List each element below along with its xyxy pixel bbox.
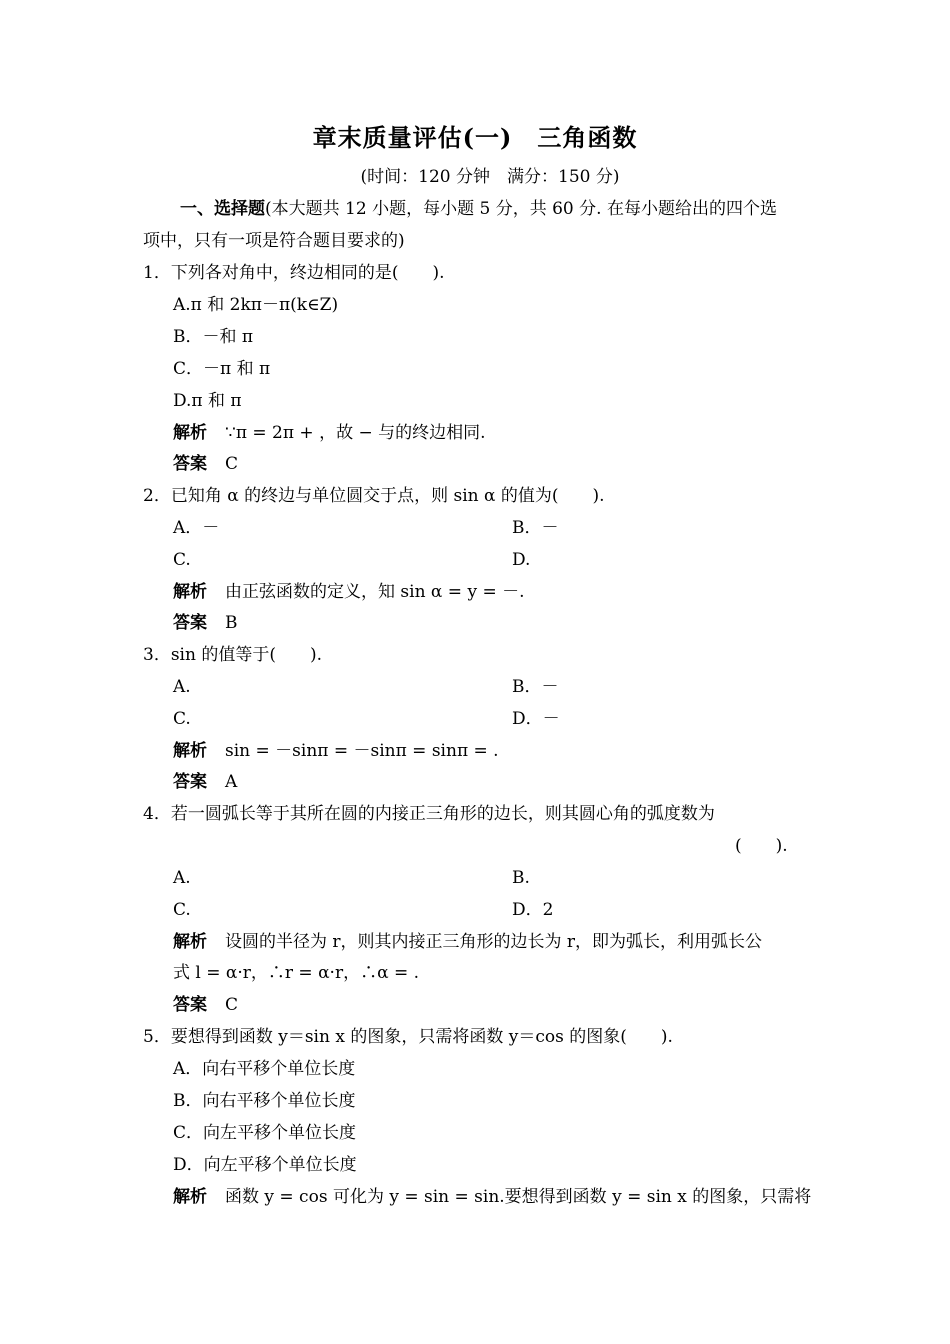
- analysis-label: 解析: [173, 423, 207, 443]
- question-2-answer: [173, 608, 238, 638]
- analysis-text: ∵π = 2π + ，故 − 与的终边相同.: [225, 423, 486, 443]
- answer-label: 答案: [173, 613, 207, 633]
- question-3-option-a: A.: [173, 677, 191, 697]
- question-4-option-d: D．2: [512, 900, 554, 920]
- section-intro-text: (本大题共 12 小题，每小题 5 分，共 60 分. 在每小题给出的四个选: [265, 199, 777, 219]
- question-5-option-a: A．向右平移个单位长度: [173, 1059, 356, 1079]
- question-4-option-b: B.: [512, 868, 530, 888]
- question-3-option-c: C.: [173, 709, 191, 729]
- question-3-analysis: [173, 736, 499, 766]
- question-5-option-c: C．向左平移个单位长度: [173, 1123, 357, 1143]
- question-1-stem: 1．下列各对角中，终边相同的是( ).: [143, 263, 445, 283]
- question-4-analysis-line2: 式 l = α·r，∴r = α·r，∴α = .: [173, 963, 420, 983]
- question-4-analysis-line1: [173, 927, 762, 957]
- question-5-analysis: [173, 1182, 811, 1212]
- question-3-option-b: B．－: [512, 677, 559, 697]
- answer-value: B: [225, 613, 238, 633]
- question-5-option-b: B．向右平移个单位长度: [173, 1091, 356, 1111]
- question-3-stem: 3．sin 的值等于( ).: [143, 645, 322, 665]
- analysis-text: 由正弦函数的定义，知 sin α = y = －.: [225, 582, 525, 602]
- analysis-text: 函数 y = cos 可化为 y = sin = sin.要想得到函数 y = sin x 的图象，只需将: [225, 1187, 812, 1207]
- analysis-label: 解析: [173, 1187, 207, 1207]
- question-4-option-a: A.: [173, 868, 191, 888]
- analysis-label: 解析: [173, 582, 207, 602]
- section-intro-line1: [180, 194, 777, 224]
- page-subtitle: (时间：120 分钟 满分：150 分): [360, 167, 620, 187]
- question-2-option-b: B．－: [512, 518, 559, 538]
- question-1-option-a: A.π 和 2kπ－π(k∈Z): [173, 295, 339, 315]
- question-1-option-c: C．－π 和 π: [173, 359, 271, 379]
- analysis-label: 解析: [173, 932, 207, 952]
- question-2-option-d: D.: [512, 550, 531, 570]
- question-2-option-c: C.: [173, 550, 191, 570]
- question-5-option-d: D．向左平移个单位长度: [173, 1155, 357, 1175]
- question-4-stem: 4．若一圆弧长等于其所在圆的内接正三角形的边长，则其圆心角的弧度数为: [143, 804, 715, 824]
- answer-label: 答案: [173, 454, 207, 474]
- question-3-option-d: D．－: [512, 709, 560, 729]
- question-2-analysis: [173, 577, 525, 607]
- question-4-option-c: C.: [173, 900, 191, 920]
- section-heading: 一、选择题: [180, 199, 265, 219]
- question-3-answer: [173, 767, 237, 797]
- question-1-analysis: [173, 418, 486, 448]
- question-5-stem: 5．要想得到函数 y＝sin x 的图象，只需将函数 y＝cos 的图象( ).: [143, 1027, 673, 1047]
- answer-value: A: [225, 772, 238, 792]
- analysis-text: 设圆的半径为 r，则其内接正三角形的边长为 r，即为弧长，利用弧长公: [225, 932, 763, 952]
- question-1-answer: [173, 449, 238, 479]
- answer-value: C: [225, 995, 239, 1015]
- question-4-stem-bracket: ( ).: [735, 836, 788, 856]
- page-title: 章末质量评估(一) 三角函数: [312, 123, 638, 152]
- answer-label: 答案: [173, 772, 207, 792]
- section-intro-line2: 项中，只有一项是符合题目要求的): [143, 231, 405, 251]
- answer-value: C: [225, 454, 239, 474]
- question-1-option-d: D.π 和 π: [173, 391, 242, 411]
- analysis-label: 解析: [173, 741, 207, 761]
- analysis-text: sin = －sinπ = －sinπ = sinπ = .: [225, 741, 499, 761]
- question-2-option-a: A．－: [173, 518, 220, 538]
- question-2-stem: 2．已知角 α 的终边与单位圆交于点，则 sin α 的值为( ).: [143, 486, 605, 506]
- question-1-option-b: B．－和 π: [173, 327, 254, 347]
- answer-label: 答案: [173, 995, 207, 1015]
- question-4-answer: [173, 990, 238, 1020]
